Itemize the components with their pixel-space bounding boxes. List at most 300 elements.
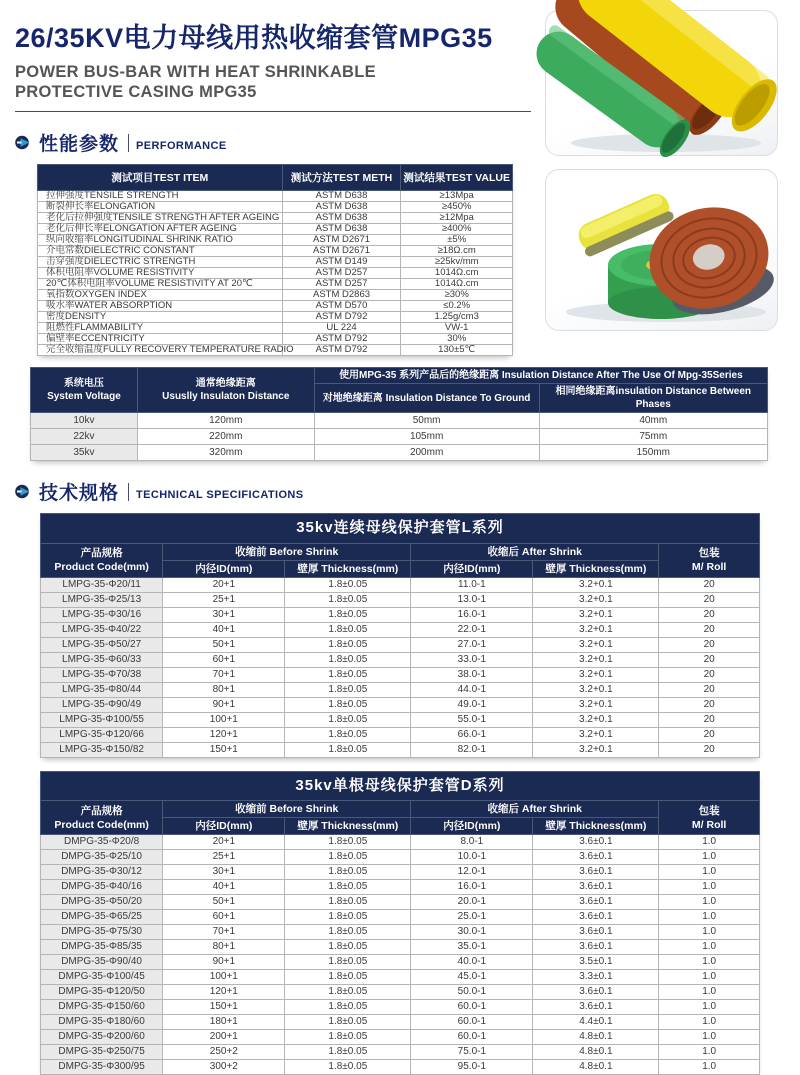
table-cell: 20+1 <box>163 835 285 850</box>
table-cell: 30.0-1 <box>411 925 533 940</box>
table-cell: 45.0-1 <box>411 970 533 985</box>
table-cell: 10kv <box>31 413 138 429</box>
table-row <box>41 727 760 742</box>
table-cell: 阻燃性FLAMMABILITY <box>38 323 283 334</box>
table-cell: 击穿强度DIELECTRIC STRENGTH <box>38 257 283 268</box>
table-cell: 1.8±0.05 <box>285 667 411 682</box>
table-cell: DMPG-35-Φ300/95 <box>41 1060 163 1075</box>
col-before-thickness: 壁厚 Thickness(mm) <box>285 560 411 577</box>
table-cell: 完全收缩温度FULLY RECOVERY TEMPERATURE RADIO <box>38 345 283 356</box>
table-cell: ASTM D638 <box>282 224 401 235</box>
col-after-id: 内径ID(mm) <box>411 818 533 835</box>
table-cell: 20 <box>659 712 760 727</box>
table-cell: UL 224 <box>282 323 401 334</box>
table-cell: 16.0-1 <box>411 880 533 895</box>
table-cell: ASTM D792 <box>282 345 401 356</box>
table-cell: 150+1 <box>163 1000 285 1015</box>
table-cell: 66.0-1 <box>411 727 533 742</box>
table-cell: 35.0-1 <box>411 940 533 955</box>
table-cell: 30+1 <box>163 865 285 880</box>
table-cell: 1.8±0.05 <box>285 622 411 637</box>
table-cell: 3.6±0.1 <box>533 895 659 910</box>
table-cell: 13.0-1 <box>411 592 533 607</box>
table-cell: 3.2+0.1 <box>533 742 659 757</box>
col-distance-between-phases: 相同绝缘距离insulation Distance Between Phases <box>539 384 767 413</box>
table-row <box>41 1030 760 1045</box>
table-cell: 120+1 <box>163 985 285 1000</box>
table-cell: 1.8±0.05 <box>285 940 411 955</box>
table-cell: 50mm <box>314 413 539 429</box>
d-series-table-body <box>41 835 760 1075</box>
table-cell: 体积电阻率VOLUME RESISTIVITY <box>38 268 283 279</box>
table-cell: ≥30% <box>401 290 513 301</box>
table-row <box>41 865 760 880</box>
col-system-voltage-en: System Voltage <box>47 391 121 403</box>
page-subtitle <box>15 62 547 102</box>
table-cell: 1.8±0.05 <box>285 727 411 742</box>
table-cell: ASTM D2671 <box>282 246 401 257</box>
table-cell: DMPG-35-Φ25/10 <box>41 850 163 865</box>
table-cell: 1.0 <box>659 1045 760 1060</box>
table-cell: 1.8±0.05 <box>285 742 411 757</box>
table-cell: ≥12Mpa <box>401 213 513 224</box>
table-cell: LMPG-35-Φ80/44 <box>41 682 163 697</box>
table-cell: 1.8±0.05 <box>285 880 411 895</box>
table-cell: 20 <box>659 727 760 742</box>
table-cell: 70+1 <box>163 925 285 940</box>
table-cell: 40.0-1 <box>411 955 533 970</box>
table-cell: 1.0 <box>659 955 760 970</box>
table-cell: 90+1 <box>163 697 285 712</box>
table-cell: 1.8±0.05 <box>285 607 411 622</box>
section-title-en: TECHNICAL SPECIFICATIONS <box>136 488 304 501</box>
section-header-specs <box>15 478 800 505</box>
d-series-header-row-1 <box>41 801 760 818</box>
d-series-title-row <box>41 771 760 800</box>
table-cell: 120+1 <box>163 727 285 742</box>
table-cell: 老化后拉伸强度TENSILE STRENGTH AFTER AGEING <box>38 213 283 224</box>
table-cell: 25+1 <box>163 850 285 865</box>
table-cell: ASTM D257 <box>282 268 401 279</box>
table-row <box>41 925 760 940</box>
table-cell: 1.8±0.05 <box>285 985 411 1000</box>
table-cell: 20 <box>659 622 760 637</box>
table-cell: 1.8±0.05 <box>285 652 411 667</box>
circle-arrow-right-icon <box>15 484 30 499</box>
table-cell: 8.0-1 <box>411 835 533 850</box>
table-cell: 1.8±0.05 <box>285 1060 411 1075</box>
table-cell: DMPG-35-Φ90/40 <box>41 955 163 970</box>
table-row <box>41 955 760 970</box>
table-cell: 30% <box>401 334 513 345</box>
table-cell: DMPG-35-Φ250/75 <box>41 1045 163 1060</box>
section-title-en: PERFORMANCE <box>136 139 227 152</box>
table-cell: 1.8±0.05 <box>285 895 411 910</box>
table-row <box>41 895 760 910</box>
table-cell: 20℃体积电阻率VOLUME RESISTIVITY AT 20℃ <box>38 279 283 290</box>
table-cell: 1.8±0.05 <box>285 1000 411 1015</box>
table-cell: 3.6±0.1 <box>533 865 659 880</box>
table-row <box>41 652 760 667</box>
col-test-method: 测试方法TEST METH <box>282 165 401 191</box>
table-cell: ASTM D149 <box>282 257 401 268</box>
table-cell: 3.2+0.1 <box>533 652 659 667</box>
table-cell: DMPG-35-Φ75/30 <box>41 925 163 940</box>
page-header <box>0 0 547 112</box>
table-row <box>31 429 768 445</box>
table-cell: DMPG-35-Φ20/8 <box>41 835 163 850</box>
table-cell: 20.0-1 <box>411 895 533 910</box>
table-row <box>31 413 768 429</box>
table-cell: 1.8±0.05 <box>285 955 411 970</box>
table-cell: 22.0-1 <box>411 622 533 637</box>
table-cell: 20 <box>659 652 760 667</box>
table-cell: ±5% <box>401 235 513 246</box>
table-cell: 95.0-1 <box>411 1060 533 1075</box>
col-packing-en: M/ Roll <box>691 561 727 574</box>
table-cell: 1.0 <box>659 1060 760 1075</box>
table-cell: 1.8±0.05 <box>285 1030 411 1045</box>
table-cell: DMPG-35-Φ30/12 <box>41 865 163 880</box>
table-cell: 44.0-1 <box>411 682 533 697</box>
table-cell: 1.8±0.05 <box>285 1015 411 1030</box>
table-cell: 150mm <box>539 445 767 461</box>
table-cell: 100+1 <box>163 970 285 985</box>
table-row <box>41 622 760 637</box>
table-cell: ≥18Ω.cm <box>401 246 513 257</box>
col-after-shrink-group: 收缩后 After Shrink <box>411 543 659 560</box>
insulation-distance-table <box>30 367 768 461</box>
table-cell: 20 <box>659 742 760 757</box>
table-cell: 25+1 <box>163 592 285 607</box>
product-photos <box>545 10 778 344</box>
col-system-voltage-zh: 系统电压 <box>63 378 104 390</box>
table-cell: 20 <box>659 682 760 697</box>
page-title: 26/35KV电力母线用热收缩套管MPG35 <box>15 23 493 53</box>
col-distance-to-ground: 对地绝缘距离 Insulation Distance To Ground <box>314 384 539 413</box>
table-cell: 105mm <box>314 429 539 445</box>
col-product-code-en: Product Code(mm) <box>54 818 149 831</box>
col-before-id: 内径ID(mm) <box>163 560 285 577</box>
table-cell: 4.8±0.1 <box>533 1030 659 1045</box>
table-cell: 20 <box>659 697 760 712</box>
table-cell: 纵向收缩率LONGITUDINAL SHRINK RATIO <box>38 235 283 246</box>
section-title-zh: 技术规格 <box>39 483 120 505</box>
col-before-thickness: 壁厚 Thickness(mm) <box>285 818 411 835</box>
table-cell: 27.0-1 <box>411 637 533 652</box>
performance-table <box>37 164 513 356</box>
product-photo-tubes <box>545 10 778 156</box>
table-cell: 30+1 <box>163 607 285 622</box>
table-cell: ASTM D792 <box>282 312 401 323</box>
table-cell: 1.8±0.05 <box>285 697 411 712</box>
table-cell: 120mm <box>137 413 314 429</box>
table-cell: 20 <box>659 577 760 592</box>
table-cell: 1.8±0.05 <box>285 1045 411 1060</box>
table-cell: LMPG-35-Φ60/33 <box>41 652 163 667</box>
col-after-id: 内径ID(mm) <box>411 560 533 577</box>
table-cell: ≤0.2% <box>401 301 513 312</box>
table-cell: 50+1 <box>163 637 285 652</box>
table-cell: 25.0-1 <box>411 910 533 925</box>
table-cell: 90+1 <box>163 955 285 970</box>
table-cell: LMPG-35-Φ30/16 <box>41 607 163 622</box>
table-cell: 20 <box>659 592 760 607</box>
performance-header-row <box>38 165 513 191</box>
col-packing <box>659 801 760 835</box>
table-cell: 75.0-1 <box>411 1045 533 1060</box>
table-row <box>41 1060 760 1075</box>
table-cell: 3.6±0.1 <box>533 1000 659 1015</box>
table-cell: LMPG-35-Φ25/13 <box>41 592 163 607</box>
table-cell: 3.6±0.1 <box>533 850 659 865</box>
table-cell: 拉伸强度TENSILE STRENGTH <box>38 191 283 202</box>
table-cell: 1.0 <box>659 985 760 1000</box>
table-cell: 1.8±0.05 <box>285 910 411 925</box>
table-cell: 200+1 <box>163 1030 285 1045</box>
heat-shrink-rolls-image <box>546 170 777 330</box>
l-series-table-body <box>41 577 760 757</box>
col-packing <box>659 543 760 577</box>
table-cell: 3.6±0.1 <box>533 985 659 1000</box>
table-cell: 3.2+0.1 <box>533 622 659 637</box>
table-cell: 60.0-1 <box>411 1015 533 1030</box>
table-row <box>41 592 760 607</box>
table-cell: 1.0 <box>659 895 760 910</box>
table-cell: ASTM D792 <box>282 334 401 345</box>
col-usual-distance-zh: 通常绝缘距离 <box>195 378 256 390</box>
table-cell: 1.0 <box>659 925 760 940</box>
table-cell: 60+1 <box>163 910 285 925</box>
l-series-header-row-1 <box>41 543 760 560</box>
table-cell: DMPG-35-Φ40/16 <box>41 880 163 895</box>
col-test-item: 测试项目TEST ITEM <box>38 165 283 191</box>
table-row <box>41 577 760 592</box>
table-cell: LMPG-35-Φ120/66 <box>41 727 163 742</box>
table-cell: 3.2+0.1 <box>533 667 659 682</box>
table-cell: 22kv <box>31 429 138 445</box>
table-cell: ≥25kv/mm <box>401 257 513 268</box>
table-cell: 75mm <box>539 429 767 445</box>
table-row <box>41 682 760 697</box>
table-cell: 断裂伸长率ELONGATION <box>38 202 283 213</box>
table-row <box>41 910 760 925</box>
col-product-code <box>41 801 163 835</box>
table-cell: LMPG-35-Φ90/49 <box>41 697 163 712</box>
table-cell: ASTM D638 <box>282 191 401 202</box>
table-cell: 1.8±0.05 <box>285 850 411 865</box>
table-cell: DMPG-35-Φ65/25 <box>41 910 163 925</box>
table-cell: ≥13Mpa <box>401 191 513 202</box>
l-series-table <box>40 513 760 758</box>
col-packing-zh: 包装 <box>698 547 720 559</box>
table-cell: 20+1 <box>163 577 285 592</box>
table-cell: LMPG-35-Φ20/11 <box>41 577 163 592</box>
table-cell: DMPG-35-Φ180/60 <box>41 1015 163 1030</box>
table-cell: 50.0-1 <box>411 985 533 1000</box>
table-row <box>41 712 760 727</box>
table-row <box>41 970 760 985</box>
table-row <box>41 1000 760 1015</box>
col-usual-distance <box>137 368 314 413</box>
col-packing-zh: 包装 <box>698 804 720 817</box>
circle-arrow-right-icon <box>15 135 30 150</box>
table-row <box>41 985 760 1000</box>
table-cell: 氧指数OXYGEN INDEX <box>38 290 283 301</box>
table-cell: 320mm <box>137 445 314 461</box>
table-cell: 180+1 <box>163 1015 285 1030</box>
section-title-zh: 性能参数 <box>39 134 120 156</box>
col-packing-en: M/ Roll <box>691 818 727 831</box>
table-cell: 偏壁率ECCENTRICITY <box>38 334 283 345</box>
table-cell: 4.8±0.1 <box>533 1060 659 1075</box>
table-row <box>38 345 513 356</box>
table-cell: DMPG-35-Φ100/45 <box>41 970 163 985</box>
table-cell: 220mm <box>137 429 314 445</box>
table-cell: 3.2+0.1 <box>533 697 659 712</box>
col-before-shrink-group: 收缩前 Before Shrink <box>163 543 411 560</box>
table-cell: 60.0-1 <box>411 1030 533 1045</box>
table-cell: LMPG-35-Φ100/55 <box>41 712 163 727</box>
table-cell: 1.8±0.05 <box>285 637 411 652</box>
table-cell: 70+1 <box>163 667 285 682</box>
table-cell: 1.0 <box>659 940 760 955</box>
col-product-code-zh: 产品规格 <box>80 547 123 559</box>
table-cell: 1.0 <box>659 850 760 865</box>
table-row <box>41 697 760 712</box>
table-cell: 3.6±0.1 <box>533 910 659 925</box>
table-cell: 1.0 <box>659 1030 760 1045</box>
table-cell: 250+2 <box>163 1045 285 1060</box>
table-cell: 3.2+0.1 <box>533 607 659 622</box>
table-cell: 老化后伸长率ELONGATION AFTER AGEING <box>38 224 283 235</box>
section-title-divider <box>128 483 129 501</box>
table-cell: LMPG-35-Φ50/27 <box>41 637 163 652</box>
table-cell: 10.0-1 <box>411 850 533 865</box>
table-row <box>41 667 760 682</box>
table-cell: DMPG-35-Φ85/35 <box>41 940 163 955</box>
table-cell: 49.0-1 <box>411 697 533 712</box>
d-series-title: 35kv单根母线保护套管D系列 <box>41 771 760 800</box>
table-cell: 3.6±0.1 <box>533 835 659 850</box>
table-cell: 1014Ω.cm <box>401 268 513 279</box>
table-cell: 20 <box>659 607 760 622</box>
table-cell: DMPG-35-Φ150/60 <box>41 1000 163 1015</box>
table-cell: 吸水率WATER ABSORPTION <box>38 301 283 312</box>
table-cell: 60.0-1 <box>411 1000 533 1015</box>
table-cell: 3.2+0.1 <box>533 682 659 697</box>
table-cell: ASTM D638 <box>282 213 401 224</box>
performance-table-body <box>38 191 513 356</box>
table-cell: 3.6±0.1 <box>533 940 659 955</box>
table-cell: ≥450% <box>401 202 513 213</box>
table-cell: 3.3±0.1 <box>533 970 659 985</box>
table-cell: 130±5℃ <box>401 345 513 356</box>
table-cell: 40mm <box>539 413 767 429</box>
d-series-table <box>40 771 760 1075</box>
table-cell: 100+1 <box>163 712 285 727</box>
table-cell: LMPG-35-Φ150/82 <box>41 742 163 757</box>
col-before-id: 内径ID(mm) <box>163 818 285 835</box>
table-row <box>31 445 768 461</box>
table-cell: 40+1 <box>163 880 285 895</box>
table-row <box>41 742 760 757</box>
table-cell: ASTM D2671 <box>282 235 401 246</box>
col-product-code-zh: 产品规格 <box>80 804 123 817</box>
table-cell: 1014Ω.cm <box>401 279 513 290</box>
table-cell: 1.8±0.05 <box>285 682 411 697</box>
table-cell: 55.0-1 <box>411 712 533 727</box>
table-cell: 16.0-1 <box>411 607 533 622</box>
table-row <box>41 1045 760 1060</box>
col-usual-distance-en: Ususlly Insulaton Distance <box>162 391 290 403</box>
table-row <box>38 301 513 312</box>
table-cell: 11.0-1 <box>411 577 533 592</box>
table-cell: 80+1 <box>163 940 285 955</box>
table-cell: 82.0-1 <box>411 742 533 757</box>
table-cell: 介电常数DIELECTRIC CONSTANT <box>38 246 283 257</box>
table-cell: 密度DENSITY <box>38 312 283 323</box>
col-product-code <box>41 543 163 577</box>
table-cell: 1.8±0.05 <box>285 712 411 727</box>
table-cell: 1.8±0.05 <box>285 970 411 985</box>
section-title-divider <box>128 134 129 152</box>
product-photo-rolls <box>545 169 778 331</box>
subtitle-line-2: PROTECTIVE CASING MPG35 <box>15 83 257 102</box>
table-row <box>41 940 760 955</box>
heat-shrink-tubes-image <box>546 11 777 155</box>
table-cell: DMPG-35-Φ120/50 <box>41 985 163 1000</box>
table-cell: ≥400% <box>401 224 513 235</box>
table-cell: 1.8±0.05 <box>285 577 411 592</box>
table-cell: 1.0 <box>659 1015 760 1030</box>
col-after-thickness: 壁厚 Thickness(mm) <box>533 560 659 577</box>
table-cell: 3.5±0.1 <box>533 955 659 970</box>
table-cell: 3.2+0.1 <box>533 577 659 592</box>
table-row <box>41 835 760 850</box>
table-cell: 1.8±0.05 <box>285 925 411 940</box>
col-after-thickness: 壁厚 Thickness(mm) <box>533 818 659 835</box>
l-series-title-row <box>41 514 760 543</box>
table-cell: 1.8±0.05 <box>285 835 411 850</box>
table-cell: 38.0-1 <box>411 667 533 682</box>
table-cell: 4.8±0.1 <box>533 1045 659 1060</box>
l-series-title: 35kv连续母线保护套管L系列 <box>41 514 760 543</box>
col-product-code-en: Product Code(mm) <box>54 561 149 574</box>
table-cell: ASTM D257 <box>282 279 401 290</box>
table-cell: 3.2+0.1 <box>533 637 659 652</box>
table-cell: 1.0 <box>659 865 760 880</box>
table-cell: 3.2+0.1 <box>533 727 659 742</box>
table-cell: 300+2 <box>163 1060 285 1075</box>
table-cell: 200mm <box>314 445 539 461</box>
table-cell: LMPG-35-Φ70/38 <box>41 667 163 682</box>
title-divider <box>15 111 531 112</box>
col-after-shrink-group: 收缩后 After Shrink <box>411 801 659 818</box>
table-row <box>41 1015 760 1030</box>
table-cell: VW-1 <box>401 323 513 334</box>
col-system-voltage <box>31 368 138 413</box>
table-cell: DMPG-35-Φ50/20 <box>41 895 163 910</box>
table-cell: 3.6±0.1 <box>533 880 659 895</box>
table-cell: LMPG-35-Φ40/22 <box>41 622 163 637</box>
table-row <box>41 880 760 895</box>
table-cell: 3.2+0.1 <box>533 712 659 727</box>
table-cell: 60+1 <box>163 652 285 667</box>
table-row <box>41 637 760 652</box>
table-cell: 3.2+0.1 <box>533 592 659 607</box>
table-cell: 150+1 <box>163 742 285 757</box>
